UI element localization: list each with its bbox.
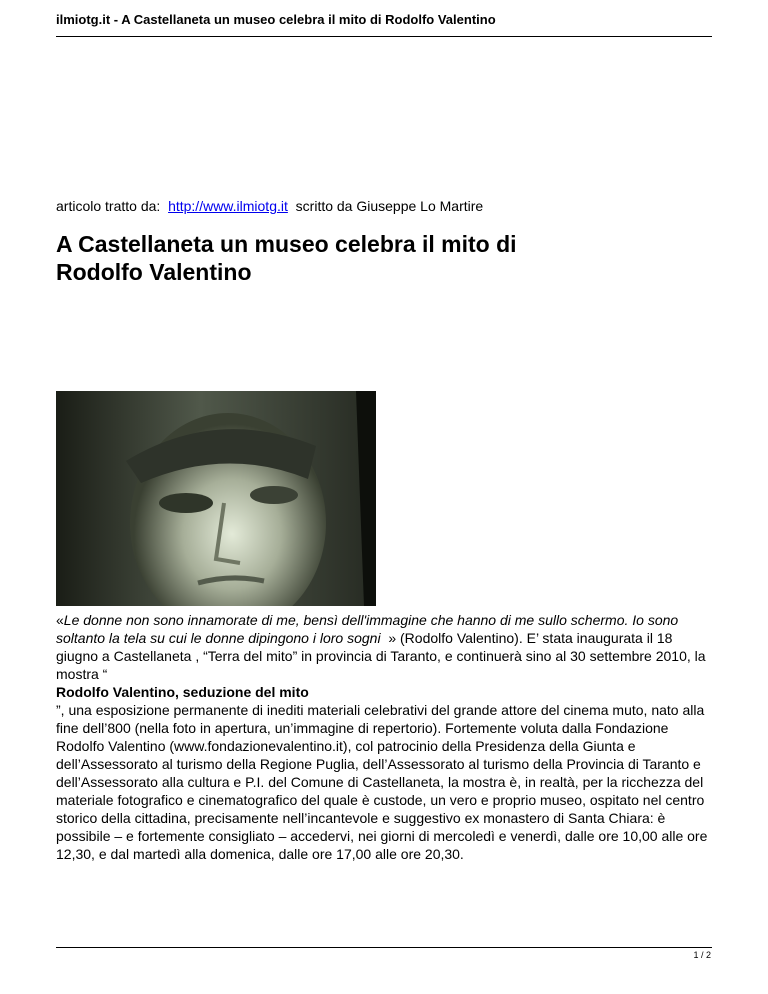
article-title: A Castellaneta un museo celebra il mito di Rodolfo Valentino [56, 231, 517, 285]
source-link[interactable]: http://www.ilmiotg.it [168, 198, 288, 214]
article-photo [56, 391, 376, 606]
source-prefix: articolo tratto da: [56, 198, 161, 214]
exhibition-name: Rodolfo Valentino, seduzione del mito [56, 684, 309, 700]
article-body [56, 611, 716, 863]
valentino-quote: Le donne non sono innamorate di me, bensì dell'immagine che hanno di me sullo schermo. Io sono soltanto la tela su cui le donne dipingono i loro sogni [56, 612, 679, 646]
quote-close-text: » (Rodolfo Valentino). E’ stata inaugurata il 18 giugno a Castellaneta , “Terra del mito” in provincia di Taranto, e continuerà sino al 30 settembre 2010, la mostra “ [56, 630, 706, 682]
article-body-paragraph: ”, una esposizione permanente di inediti materiali celebrativi del grande attore del cinema muto, nato alla fine dell’800 (nella foto in apertura, un’immagine di repertorio). Fortemente voluta dalla Fondazione Rodolfo Valentino (www.fondazionevalentino.it), col patrocinio della Presidenza della Giunta e dell’Assessorato al turismo della Regione Puglia, dell’Assessorato al turismo della Provincia di Taranto e dell’Assessorato alla cultura e P.I. del Comune di Castellaneta, la mostra è, in realtà, per la ricchezza del materiale fotografico e cinematografico del quale è custode, un vero e proprio museo, ospitato nel centro storico della cittadina, precisamente nell’incantevole e suggestivo ex monastero di Santa Chiara: è possibile – e fortemente consigliato – accedervi, nei giorni di mercoledì e venerdì, dalle ore 10,00 alle ore 12,30, e dal martedì alla domenica, dalle ore 17,00 alle ore 20,30. [56, 702, 708, 862]
quote-open-mark: « [56, 612, 64, 628]
footer-divider [56, 947, 712, 948]
header-divider [56, 36, 712, 37]
source-author: scritto da Giuseppe Lo Martire [295, 198, 484, 214]
source-line [56, 198, 483, 214]
page-number: 1 / 2 [693, 950, 711, 960]
page-header-title: ilmiotg.it - A Castellaneta un museo celebra il mito di Rodolfo Valentino [56, 12, 496, 27]
article-intro-paragraph [56, 611, 716, 683]
